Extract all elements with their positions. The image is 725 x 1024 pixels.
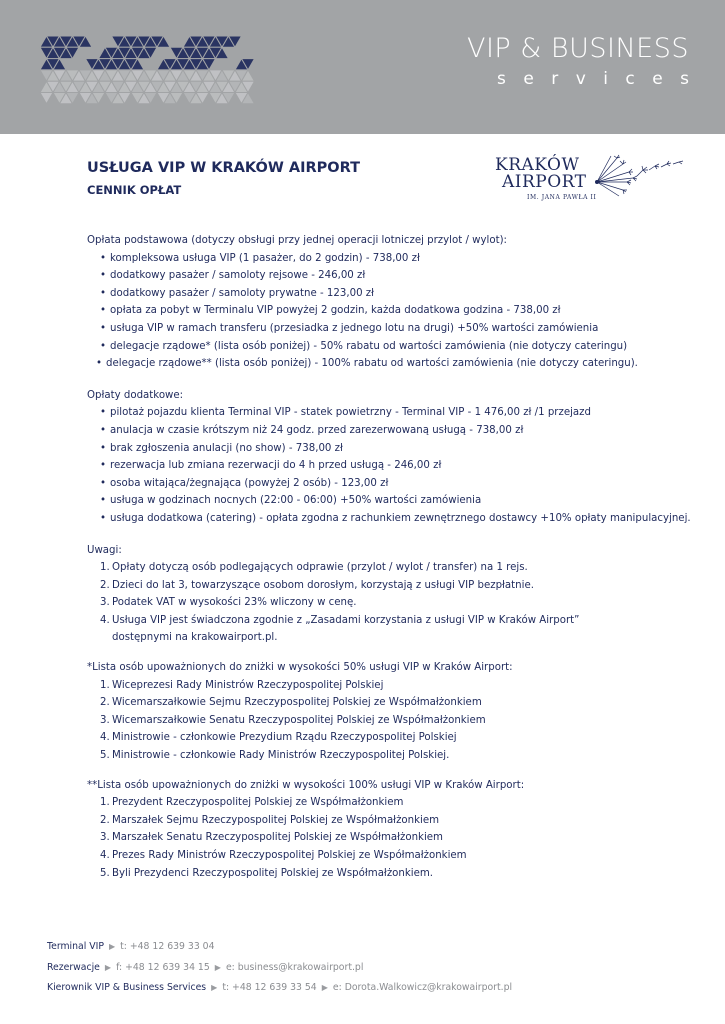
list-item-text: Dzieci do lat 3, towarzyszące osobom dorosłym, korzystają z usługi VIP bezpłatnie. [112, 579, 534, 591]
brand-sub-letter: i [603, 69, 608, 89]
krakow-airport-logo [493, 152, 693, 207]
extra-fees-heading: Opłaty dodatkowe: [87, 389, 184, 401]
list-item-text: Byli Prezydenci Rzeczypospolitej Polskiej ze Współmałżonkiem. [112, 867, 434, 879]
list-item-text: Prezes Rady Ministrów Rzeczypospolitej Polskiej ze Współmałżonkiem [112, 850, 467, 861]
footer-booking-label: Rezerwacje [47, 961, 100, 973]
arrow-right-icon: ▶ [321, 983, 328, 992]
footer-booking-row [47, 958, 512, 979]
list-item: 1. Wiceprezesi Rady Ministrów Rzeczypospolitej Polskiej [100, 679, 384, 691]
list-item: • pilotaż pojazdu klienta Terminal VIP - statek powietrzny - Terminal VIP - 1 476,00 zł /1 przejazd [100, 407, 591, 419]
arrow-right-icon: ▶ [104, 962, 112, 972]
list-item: 2. Wicemarszałkowie Sejmu Rzeczypospolitej Polskiej ze Współmałżonkiem [100, 697, 482, 709]
list-item-text: Wicemarszałkowie Sejmu Rzeczypospolitej Polskiej ze Współmałżonkiem [112, 697, 482, 709]
brand-sub-letter: v [575, 69, 586, 89]
dandelion-icon [593, 152, 693, 200]
brand-subtitle [497, 69, 689, 89]
list-item-text: brak zgłoszenia anulacji (no show) - 738,00 zł [110, 442, 343, 454]
logo-line-patron: IM. JANA PAWŁA II [527, 194, 597, 201]
list-item: 1. Opłaty dotyczą osób podlegających odprawie (przylot / wylot / transfer) na 1 rejs. [100, 562, 528, 574]
list-item-text: Ministrowie - członkowie Rady Ministrów Rzeczypospolitej Polskiej. [112, 750, 450, 762]
arrow-right-icon: ▶ [108, 942, 116, 951]
list-item: 1. Prezydent Rzeczypospolitej Polskiej ze Współmałżonkiem [100, 797, 404, 809]
list-item-text: Marszałek Senatu Rzeczypospolitej Polskiej ze Współmałżonkiem [112, 832, 443, 844]
footer-terminal-row [47, 937, 512, 958]
triangle-pattern [0, 0, 470, 134]
logo-line-krakow: KRAKÓW [495, 155, 580, 175]
footer-terminal-label: Terminal VIP [47, 941, 104, 952]
list-item: • delegacje rządowe** (lista osób poniżej) - 100% rabatu od wartości zamówienia (nie dotyczy cateringu). [96, 358, 638, 370]
brand-sub-letter: c [625, 69, 635, 89]
brand-sub-letter: e [523, 69, 534, 89]
list-item: • osoba witająca/żegnająca (powyżej 2 osób) - 123,00 zł [100, 477, 389, 489]
list-item: 3. Podatek VAT w wysokości 23% wliczony w cenę. [100, 597, 357, 609]
list-item-text: anulacja w czasie krótszym niż 24 godz. przed zarezerwowaną usługą - 738,00 zł [110, 424, 524, 436]
logo-line-airport: AIRPORT [502, 172, 587, 192]
footer-manager-label: Kierownik VIP & Business Services [47, 982, 207, 993]
footer-manager-phone[interactable]: t: +48 12 639 33 54 [222, 982, 317, 993]
brand-sub-letter: e [652, 69, 663, 89]
list-item-text: usługa w godzinach nocnych (22:00 - 06:00) +50% wartości zamówienia [110, 495, 482, 507]
list-item-text: osoba witająca/żegnająca (powyżej 2 osób) - 123,00 zł [110, 477, 389, 489]
brand-sub-letter: s [680, 69, 689, 89]
list-item-text: kompleksowa usługa VIP (1 pasażer, do 2 godzin) - 738,00 zł [110, 252, 420, 264]
footer-booking-fax[interactable]: f: +48 12 639 34 15 [116, 961, 210, 973]
list-item-text: Podatek VAT w wysokości 23% wliczony w cenę. [112, 597, 357, 609]
brand-sub-letter: r [551, 69, 559, 89]
list-item-text: dodatkowy pasażer / samoloty rejsowe - 246,00 zł [110, 270, 366, 282]
list-item: 3. Wicemarszałkowie Senatu Rzeczypospolitej Polskiej ze Współmałżonkiem [100, 714, 486, 726]
footer-manager-row [47, 978, 512, 999]
header-band [0, 0, 725, 134]
list-item: • dodatkowy pasażer / samoloty prywatne - 123,00 zł [100, 287, 375, 299]
pricing-content [87, 232, 707, 882]
list-item-text: Marszałek Sejmu Rzeczypospolitej Polskiej ze Współmałżonkiem [112, 814, 440, 826]
list-item-text: usługa dodatkowa (catering) - opłata zgodna z rachunkiem zewnętrznego dostawcy +10% opłaty manipulacyjnej. [110, 512, 691, 524]
list-item-text: Wicemarszałkowie Senatu Rzeczypospolitej Polskiej ze Współmałżonkiem [112, 714, 486, 726]
list-item: 3. Marszałek Senatu Rzeczypospolitej Polskiej ze Współmałżonkiem [100, 832, 443, 844]
list-item: • dodatkowy pasażer / samoloty rejsowe - 246,00 zł [100, 270, 366, 282]
list-50-heading: *Lista osób upoważnionych do zniżki w wysokości 50% usługi VIP w Kraków Airport: [87, 662, 513, 674]
basic-fee-heading: Opłata podstawowa (dotyczy obsługi przy jednej operacji lotniczej przylot / wylot): [87, 235, 507, 246]
arrow-right-icon: ▶ [211, 983, 218, 992]
list-item: 4. Ministrowie - członkowie Prezydium Rządu Rzeczypospolitej Polskiej [100, 732, 457, 744]
document-subtitle: CENNIK OPŁAT [87, 183, 182, 197]
list-item-text: Prezydent Rzeczypospolitej Polskiej ze Współmałżonkiem [112, 797, 404, 809]
list-item-text: delegacje rządowe** (lista osób poniżej) - 100% rabatu od wartości zamówienia (nie dotyczy cateringu). [106, 358, 638, 370]
list-item-text: opłata za pobyt w Terminalu VIP powyżej 2 godzin, każda dodatkowa godzina - 738,00 zł [110, 305, 561, 317]
list-item: • kompleksowa usługa VIP (1 pasażer, do 2 godzin) - 738,00 zł [100, 252, 420, 264]
list-item: • usługa VIP w ramach transferu (przesiadka z jednego lotu na drugi) +50% wartości zamówienia [100, 322, 599, 334]
list-item-text: pilotaż pojazdu klienta Terminal VIP - statek powietrzny - Terminal VIP - 1 476,00 zł /1 przejazd [110, 407, 591, 419]
arrow-right-icon: ▶ [214, 962, 221, 972]
list-item: • delegacje rządowe* (lista osób poniżej) - 50% rabatu od wartości zamówienia (nie dotyczy cateringu) [100, 340, 628, 352]
list-item: 5. Ministrowie - członkowie Rady Ministrów Rzeczypospolitej Polskiej. [100, 750, 450, 762]
list-item: 4. Usługa VIP jest świadczona zgodnie z „Zasadami korzystania z usługi VIP w Kraków Airport” [100, 614, 580, 626]
list-item-text: usługa VIP w ramach transferu (przesiadka z jednego lotu na drugi) +50% wartości zamówienia [110, 322, 599, 334]
list-item-text: rezerwacja lub zmiana rezerwacji do 4 h przed usługą - 246,00 zł [110, 460, 442, 472]
list-100-heading: **Lista osób upoważnionych do zniżki w wysokości 100% usługi VIP w Kraków Airport: [87, 779, 525, 791]
list-item: • anulacja w czasie krótszym niż 24 godz. przed zarezerwowaną usługą - 738,00 zł [100, 424, 524, 436]
list-item: 2. Dzieci do lat 3, towarzyszące osobom dorosłym, korzystają z usługi VIP bezpłatnie. [100, 579, 534, 591]
footer-booking-email[interactable]: e: business@krakowairport.pl [225, 961, 364, 973]
document-title: USŁUGA VIP W KRAKÓW AIRPORT [87, 160, 361, 176]
list-item: • opłata za pobyt w Terminalu VIP powyżej 2 godzin, każda dodatkowa godzina - 738,00 zł [100, 305, 561, 317]
brand-title: VIP & BUSINESS [466, 33, 689, 64]
footer-terminal-phone[interactable]: t: +48 12 639 33 04 [120, 941, 215, 952]
brand-sub-letter: s [497, 69, 506, 89]
list-item-text: Usługa VIP jest świadczona zgodnie z „Zasadami korzystania z usługi VIP w Kraków Airport” [112, 614, 580, 626]
list-item-text: Wiceprezesi Rady Ministrów Rzeczypospolitej Polskiej [112, 679, 384, 691]
list-item-text: Opłaty dotyczą osób podlegających odprawie (przylot / wylot / transfer) na 1 rejs. [112, 562, 528, 574]
list-item: 4. Prezes Rady Ministrów Rzeczypospolitej Polskiej ze Współmałżonkiem [100, 850, 467, 861]
list-item-text: Ministrowie - członkowie Prezydium Rządu Rzeczypospolitej Polskiej [112, 732, 457, 744]
list-item-text: dodatkowy pasażer / samoloty prywatne - 123,00 zł [110, 287, 375, 299]
notes-heading: Uwagi: [87, 544, 122, 556]
footer-manager-email[interactable]: e: Dorota.Walkowicz@krakowairport.pl [332, 982, 513, 993]
list-item-text: delegacje rządowe* (lista osób poniżej) - 50% rabatu od wartości zamówienia (nie dotyczy cateringu) [110, 340, 628, 352]
list-item: • usługa dodatkowa (catering) - opłata zgodna z rachunkiem zewnętrznego dostawcy +10% opłaty manipulacyjnej. [100, 512, 691, 524]
pattern-triangle [40, 93, 53, 104]
list-item: 5. Byli Prezydenci Rzeczypospolitej Polskiej ze Współmałżonkiem. [100, 867, 434, 879]
list-item: 2. Marszałek Sejmu Rzeczypospolitej Polskiej ze Współmałżonkiem [100, 814, 440, 826]
list-item: • brak zgłoszenia anulacji (no show) - 738,00 zł [100, 442, 343, 454]
contact-footer [47, 937, 512, 999]
list-item: • rezerwacja lub zmiana rezerwacji do 4 h przed usługą - 246,00 zł [100, 460, 442, 472]
list-item: • usługa w godzinach nocnych (22:00 - 06:00) +50% wartości zamówienia [100, 495, 482, 507]
list-item-continuation: dostępnymi na krakowairport.pl. [112, 632, 278, 644]
